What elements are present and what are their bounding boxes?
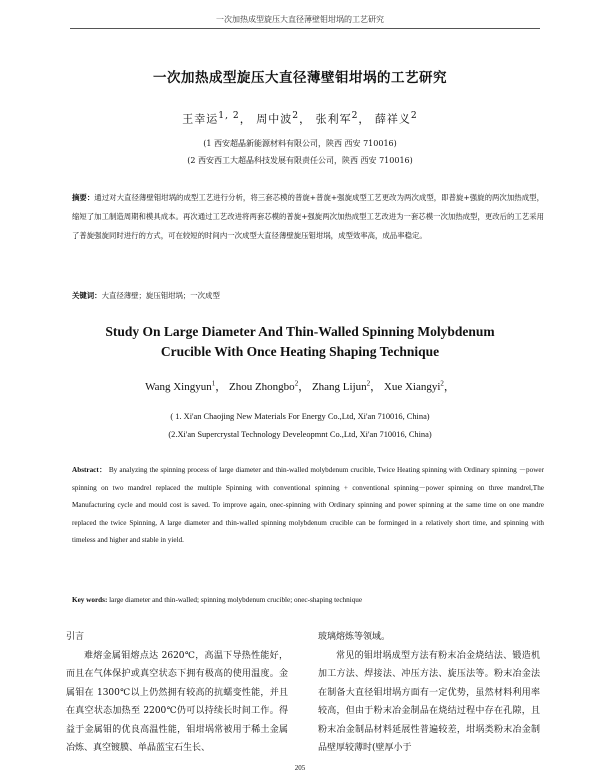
author-name: 张利军 xyxy=(315,112,352,126)
abstract-text: 通过对大直径薄壁钼坩埚的成型工艺进行分析，将三套芯模的普旋+普旋+强旋成型工艺更改为两次成型，即普旋+强旋的两次加热成型，缩短了加工制造周期和模具成本。再次通过工艺改进将两套芯模的普旋+强旋两次加热成型工艺改进为一套芯模一次加热成型，更改后的工艺采用了普旋强旋同时进行的方式，可在较短的时间内一次成型大直径薄壁旋压钼坩埚，成型效率高，成品率稳定。 xyxy=(72,193,544,240)
author-affiliation-mark: 2 xyxy=(410,110,418,121)
author-affiliation-mark: 2 xyxy=(440,379,444,388)
running-head: 一次加热成型旋压大直径薄壁钼坩埚的工艺研究 xyxy=(216,15,384,24)
chinese-affiliation-2: (2 西安西工大超晶科技发展有限责任公司，陕西 西安 710016) xyxy=(187,156,413,165)
author-name: 王幸运 xyxy=(182,112,219,126)
author-name: Zhang Lijun xyxy=(311,381,367,393)
author-affiliation-mark: 2 xyxy=(294,379,299,388)
english-affiliation-2: (2.Xi'an Supercrystal Technology Develeopmnt Co.,Ltd, Xi'an 710016, China) xyxy=(168,430,432,439)
section-heading: 引言 xyxy=(66,632,85,642)
abstract-text: By analyzing the spinning process of large diameter and thin-walled molybdenum crucible, Twice Heating spinning with Ordinary spinning －power spinning on two mandrel replaced the multiple Spinning with conventional spinning + conventional spinning－power spinning on three mandrel,The Manufacturing cycle and mould cost is saved. To improve again, onec-spinning with Ordinary spinning and power spinning at the same time on one mandre replaced the twice Spinning, A large diameter and thin-walled spinning molybdenum crucible can be forminged in a relatively short time, and spinning with timeless and higher and stable in yield. xyxy=(72,466,545,544)
page-number: 205 xyxy=(294,764,306,772)
author-affiliation-mark: 2 xyxy=(292,110,300,121)
body-paragraph: 常见的钼坩埚成型方法有粉末冶金烧结法、锻造机加工方法、焊接法、冲压方法、旋压法等。粉末冶金法在制备大直径钼坩埚方面有一定优势，虽然材料利用率较高，但由于粉末冶金制品在烧结过程中存在孔隙，且粉末冶金制品材料延展性普遍较差，坩埚类粉末冶金制品壁厚较薄时(壁厚小于 xyxy=(318,650,540,753)
body-left-column xyxy=(66,628,288,758)
keywords-label: 关键词： xyxy=(72,291,102,300)
chinese-title: 一次加热成型旋压大直径薄壁钼坩埚的工艺研究 xyxy=(153,70,447,86)
english-authors: Wang Xingyun$^1$， Zhou Zhongbo$^2$， Zhang Lijun$^2$， Xue Xiangyi$^2$， xyxy=(145,379,455,393)
body-paragraph: 难熔金属钼熔点达 2620℃，高温下导热性能好，而且在气体保护或真空状态下拥有极高的使用温度。金属钼在 1300℃以上仍然拥有较高的抗蠕变性能，并且在真空状态加热至 2200℃仍可以持续长时间工作。得益于金属钼的优良高温性能，钼坩埚常被用于稀土金属冶炼、真空镀膜、单晶蓝宝石生长、 xyxy=(66,650,288,753)
chinese-affiliation-1: (1 西安超晶新能源材料有限公司，陕西 西安 710016) xyxy=(203,139,397,148)
english-title xyxy=(0,322,600,362)
author-name: 薛祥义 xyxy=(374,112,411,126)
chinese-authors: 王幸运$^{1, 2}$， 周中波$^2$， 张利军$^2$， 薛祥义$^2$ xyxy=(182,110,418,126)
author-name: Xue Xiangyi xyxy=(383,381,441,393)
abstract-label: Abstract： xyxy=(72,466,107,474)
author-affiliation-mark: 1 xyxy=(211,379,216,388)
author-name: 周中波 xyxy=(256,112,293,126)
english-title-line-2: Crucible With Once Heating Shaping Technique xyxy=(160,344,440,359)
keywords-text: large diameter and thin-walled; spinning molybdenum crucible; onec-shaping technique xyxy=(109,596,363,604)
author-affiliation-mark: 2 xyxy=(366,379,371,388)
author-name: Zhou Zhongbo xyxy=(228,381,295,393)
english-title-line-1: Study On Large Diameter And Thin-Walled Spinning Molybdenum xyxy=(105,324,495,339)
keywords-text: 大直径薄壁；旋压钼坩埚；一次成型 xyxy=(101,291,220,300)
author-affiliation-mark: 1, 2 xyxy=(218,110,240,121)
english-affiliation-1: ( 1. Xi'an Chaojing New Materials For Energy Co.,Ltd, Xi'an 710016, China) xyxy=(170,412,430,421)
author-affiliation-mark: 2 xyxy=(351,110,359,121)
author-name: Wang Xingyun xyxy=(145,381,212,393)
body-right-column xyxy=(318,628,540,758)
body-paragraph: 玻璃熔炼等领域。 xyxy=(318,632,391,642)
chinese-keywords xyxy=(72,290,544,301)
header-rule xyxy=(70,28,540,29)
english-keywords xyxy=(72,596,544,604)
english-abstract xyxy=(72,462,544,550)
abstract-label: 摘要： xyxy=(72,193,95,202)
keywords-label: Key words: xyxy=(72,596,108,604)
chinese-abstract xyxy=(72,188,544,245)
